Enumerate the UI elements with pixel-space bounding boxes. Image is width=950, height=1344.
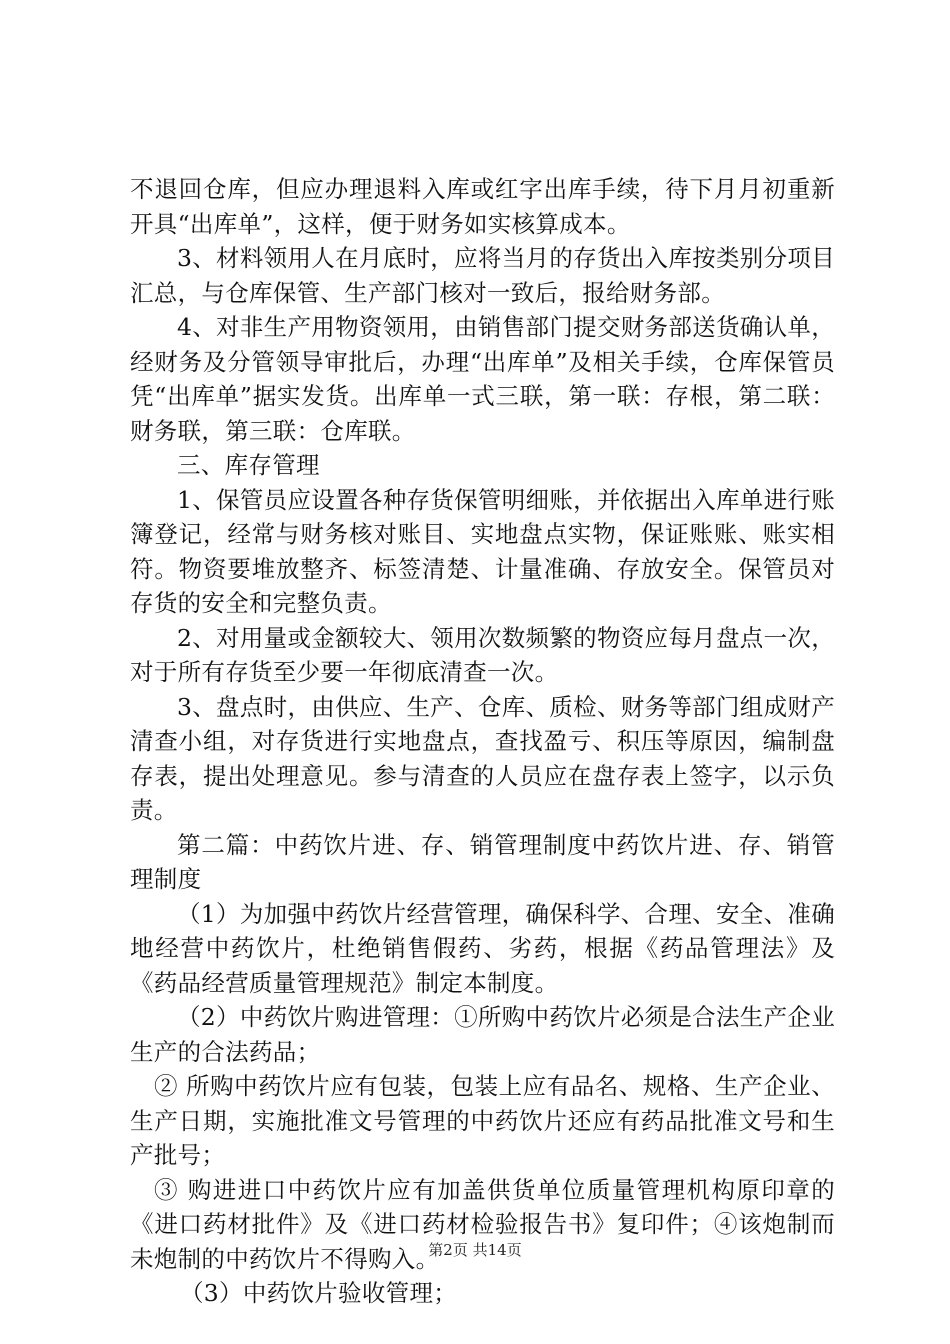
paragraph-item-4-non-production: 4、对非生产用物资领用，由销售部门提交财务部送货确认单，经财务及分管领导审批后，办理“出库单”及相关手续，仓库保管员凭“出库单”据实发货。出库单一式三联，第一联：存根，第二联：财务联，第三联：仓库联。 — [130, 313, 835, 445]
paragraph-item-1-ledger: 1、保管员应设置各种存货保管明细账，并依据出入库单进行账簿登记，经常与财务核对账目、实地盘点实物，保证账账、账实相符。物资要堆放整齐、标签清楚、计量准确、存放安全。保管员对存货的安全和完整负责。 — [130, 485, 835, 617]
paragraph-item-3-materials: 3、材料领用人在月底时，应将当月的存货出入库按类别分项目汇总，与仓库保管、生产部门核对一致后，报给财务部。 — [130, 244, 835, 307]
paragraph-subclause-2: ② 所购中药饮片应有包装，包装上应有品名、规格、生产企业、生产日期，实施批准文号管理的中药饮片还应有药品批准文号和生产批号； — [130, 1072, 835, 1169]
paragraph-clause-2: （2）中药饮片购进管理：①所购中药饮片必须是合法生产企业生产的合法药品； — [130, 1003, 835, 1066]
paragraph-item-3-audit: 3、盘点时，由供应、生产、仓库、质检、财务等部门组成财产清查小组，对存货进行实地盘点，查找盈亏、积压等原因，编制盘存表，提出处理意见。参与清查的人员应在盘存表上签字，以示负责。 — [130, 692, 835, 824]
paragraph-clause-3: （3）中药饮片验收管理； — [180, 1279, 458, 1307]
section-heading-inventory: 三、库存管理 — [177, 451, 320, 479]
document-body — [130, 172, 835, 1311]
paragraph-subclause-3-4: ③ 购进进口中药饮片应有加盖供货单位质量管理机构原印章的《进口药材批件》及《进口药材检验报告书》复印件；④该炮制而未炮制的中药饮片不得购入。 — [130, 1175, 835, 1273]
page-footer: 第2页 共14页 — [428, 1241, 522, 1259]
chapter-heading-part-two: 第二篇：中药饮片进、存、销管理制度中药饮片进、存、销管理制度 — [130, 830, 835, 893]
paragraph-clause-1: （1）为加强中药饮片经营管理，确保科学、合理、安全、准确地经营中药饮片，杜绝销售假药、劣药，根据《药品管理法》及《药品经营质量管理规范》制定本制度。 — [130, 899, 835, 997]
paragraph-continuation: 不退回仓库，但应办理退料入库或红字出库手续，待下月月初重新开具“出库单”，这样，便于财务如实核算成本。 — [130, 175, 835, 238]
paragraph-item-2-stocktake: 2、对用量或金额较大、领用次数频繁的物资应每月盘点一次，对于所有存货至少要一年彻底清查一次。 — [130, 623, 835, 686]
